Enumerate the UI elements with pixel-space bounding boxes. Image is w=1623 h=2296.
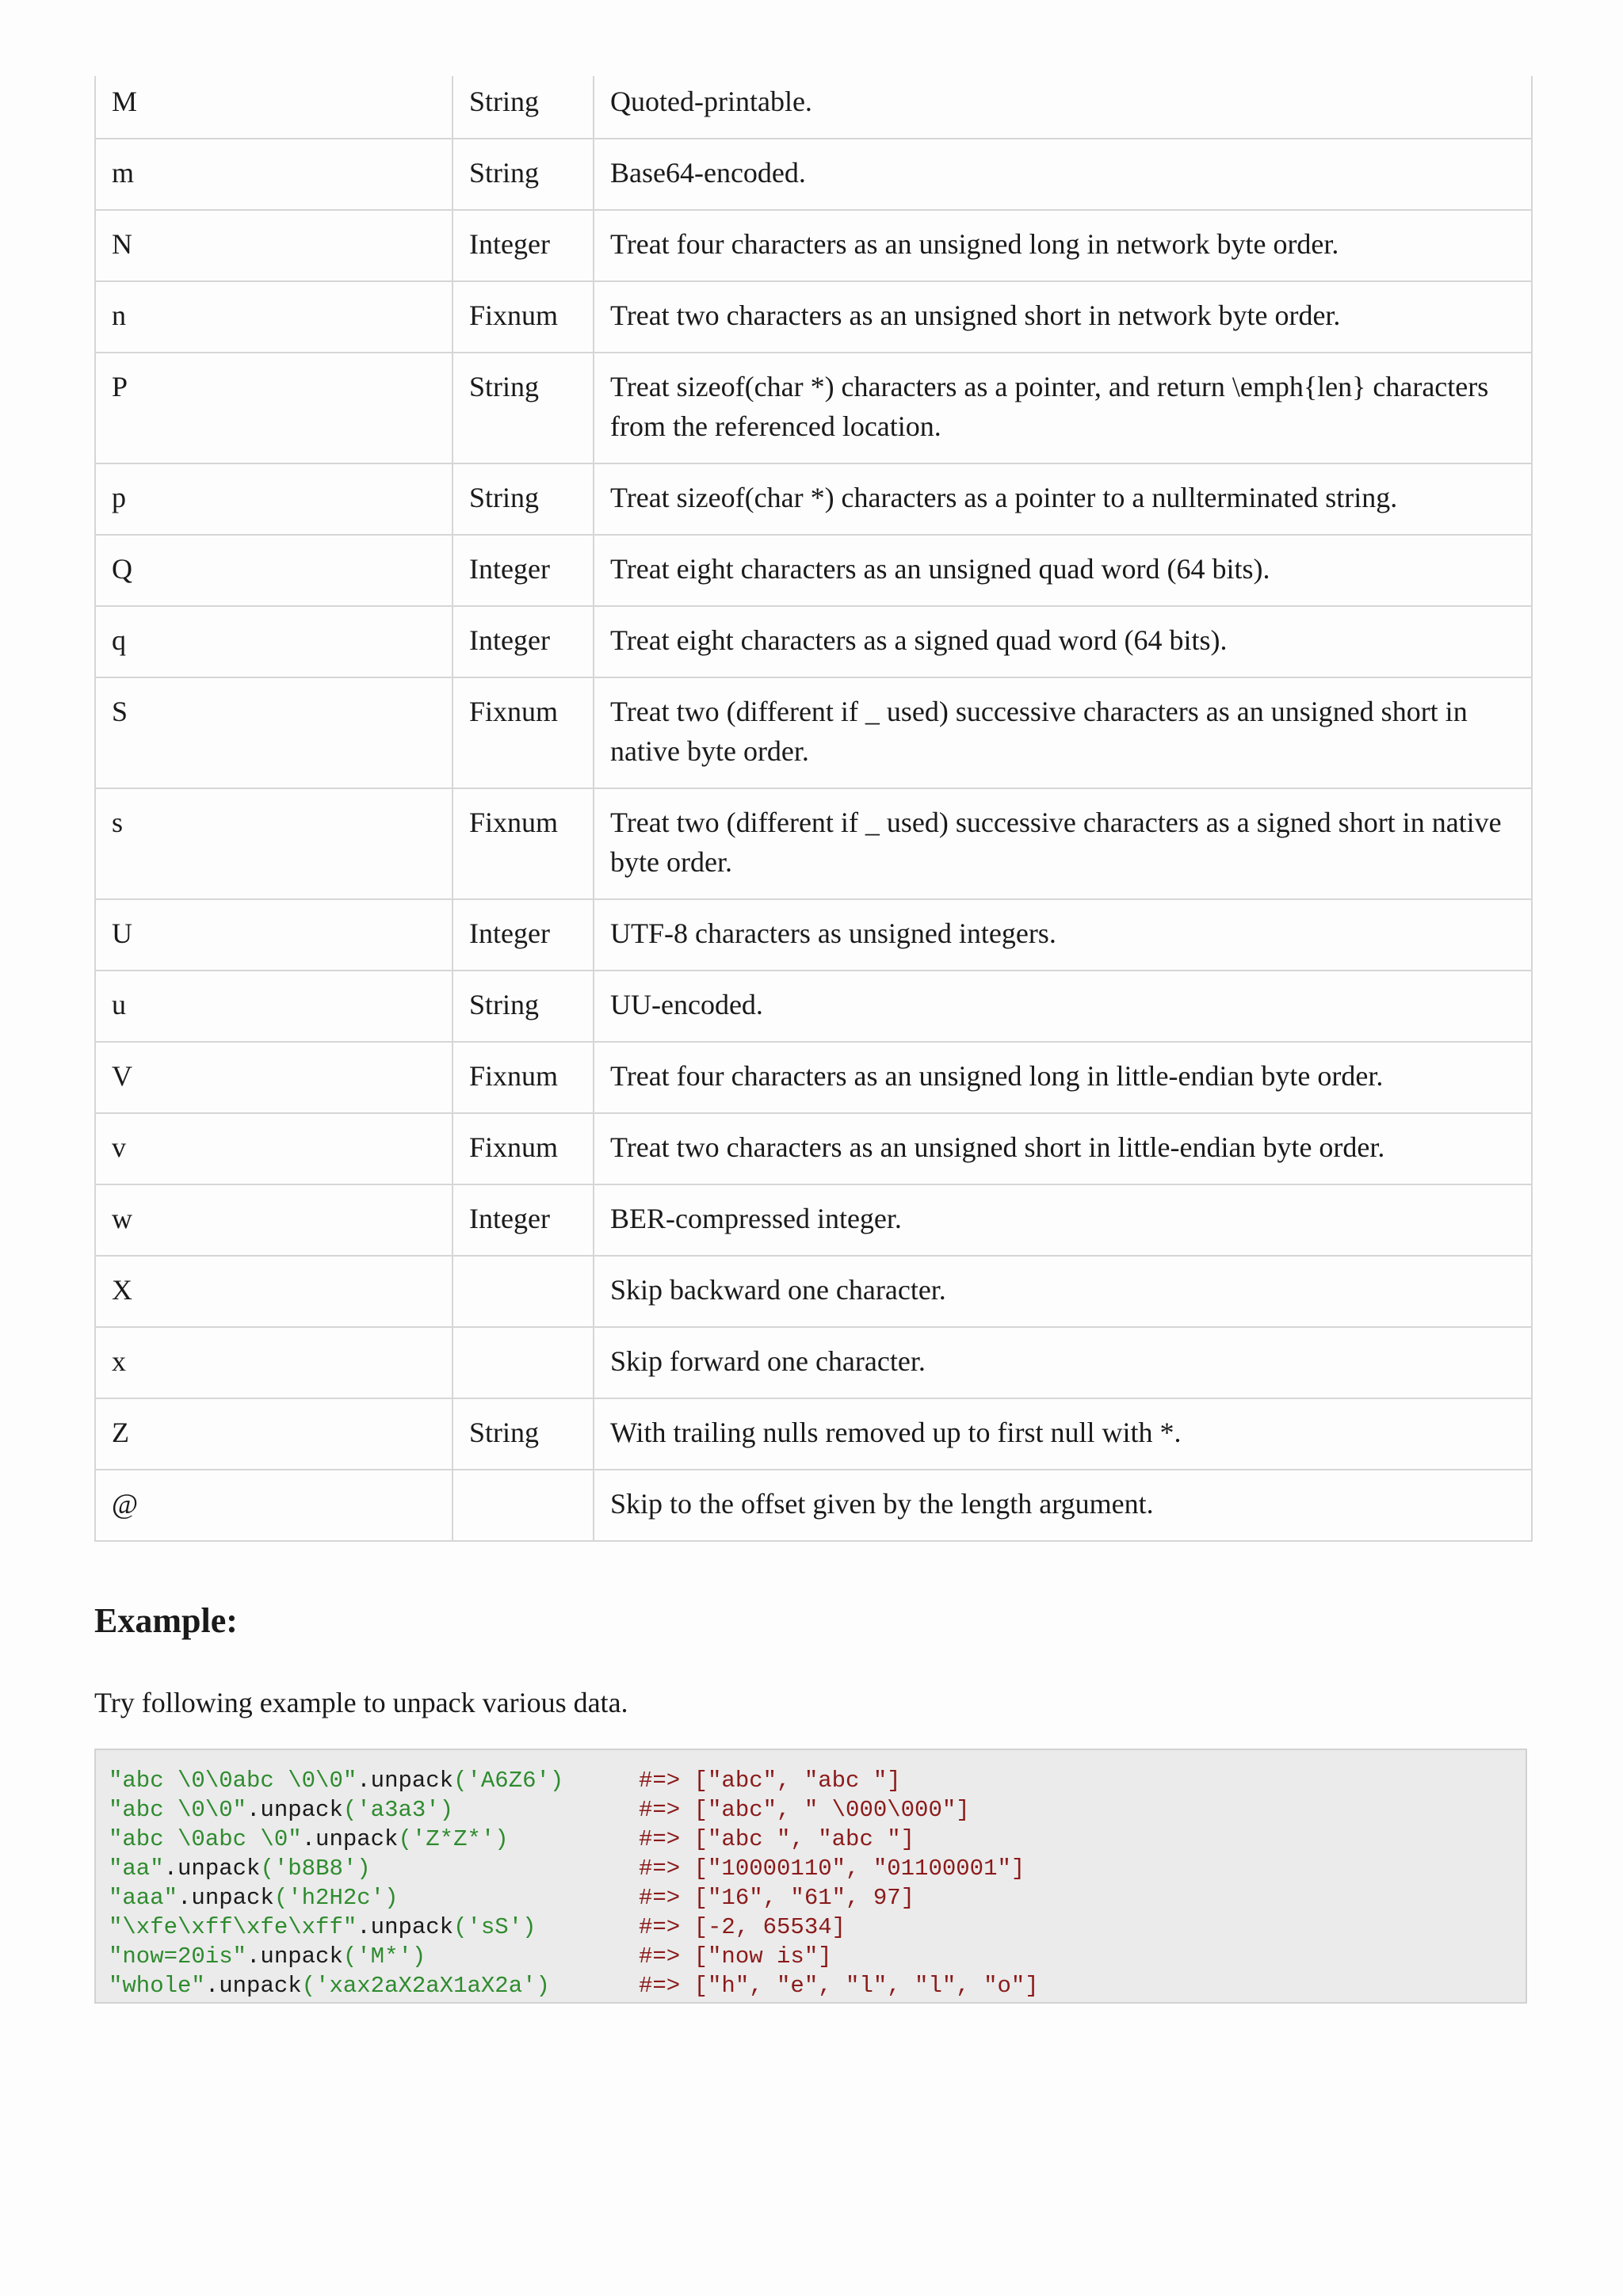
- code-receiver: "aa": [109, 1855, 164, 1882]
- directive-cell: S: [95, 677, 453, 788]
- code-args: ('a3a3'): [342, 1797, 454, 1823]
- returns-cell: Fixnum: [453, 281, 594, 353]
- table-row: [95, 281, 1532, 353]
- description-cell: Treat sizeof(char *) characters as a pointer, and return \emph{len} characters from the referenced location.: [594, 353, 1532, 463]
- code-line: [109, 1825, 1526, 1854]
- code-line: [109, 1942, 1526, 1971]
- code-args: ('M*'): [342, 1943, 426, 1970]
- returns-cell: Fixnum: [453, 788, 594, 899]
- description-cell: BER-compressed integer.: [594, 1184, 1532, 1256]
- table-row: [95, 1327, 1532, 1398]
- returns-cell: String: [453, 463, 594, 535]
- returns-cell: [453, 1256, 594, 1327]
- description-cell: Treat two (different if _ used) successive characters as a signed short in native byte order.: [594, 788, 1532, 899]
- code-method: .unpack: [163, 1855, 261, 1882]
- code-method: .unpack: [301, 1826, 399, 1852]
- returns-cell: String: [453, 76, 594, 139]
- table-row: [95, 76, 1532, 139]
- code-expression: [109, 1942, 426, 1971]
- code-line: [109, 1883, 1526, 1913]
- directive-cell: N: [95, 210, 453, 281]
- description-cell: Treat four characters as an unsigned long in network byte order.: [594, 210, 1532, 281]
- directive-cell: x: [95, 1327, 453, 1398]
- directive-cell: w: [95, 1184, 453, 1256]
- returns-cell: Integer: [453, 210, 594, 281]
- code-expression: [109, 1883, 398, 1913]
- table-row: [95, 899, 1532, 971]
- directives-table-body: [95, 76, 1532, 1541]
- directive-cell: P: [95, 353, 453, 463]
- directive-cell: s: [95, 788, 453, 899]
- code-line: [109, 1971, 1526, 2000]
- code-method: .unpack: [246, 1797, 343, 1823]
- code-line: [109, 1854, 1526, 1883]
- code-result: #=> ["abc", "abc "]: [639, 1768, 901, 1794]
- code-receiver: "abc \0abc \0": [109, 1826, 302, 1852]
- table-row: [95, 788, 1532, 899]
- directive-cell: u: [95, 971, 453, 1042]
- directive-cell: p: [95, 463, 453, 535]
- table-row: [95, 535, 1532, 606]
- code-result: #=> [-2, 65534]: [639, 1914, 846, 1940]
- code-receiver: "now=20is": [109, 1943, 247, 1970]
- code-example-block: [94, 1749, 1527, 2004]
- code-receiver: "\xfe\xff\xfe\xff": [109, 1914, 357, 1940]
- unpack-directives-table: [94, 76, 1533, 1542]
- code-receiver: "abc \0\0": [109, 1797, 247, 1823]
- code-receiver: "abc \0\0abc \0\0": [109, 1768, 357, 1794]
- code-method: .unpack: [178, 1885, 274, 1911]
- returns-cell: [453, 1470, 594, 1541]
- code-result: #=> ["h", "e", "l", "l", "o"]: [639, 1973, 1039, 1999]
- directive-cell: n: [95, 281, 453, 353]
- code-method: .unpack: [357, 1914, 454, 1940]
- table-row: [95, 1042, 1532, 1113]
- description-cell: UTF-8 characters as unsigned integers.: [594, 899, 1532, 971]
- directive-cell: m: [95, 139, 453, 210]
- directive-cell: U: [95, 899, 453, 971]
- code-expression: [109, 1913, 537, 1942]
- code-expression: [109, 1825, 509, 1854]
- code-result: #=> ["abc", " \000\000"]: [639, 1797, 970, 1823]
- directive-cell: V: [95, 1042, 453, 1113]
- table-row: [95, 1184, 1532, 1256]
- code-method: .unpack: [204, 1973, 302, 1999]
- directive-cell: v: [95, 1113, 453, 1184]
- code-expression: [109, 1971, 550, 2000]
- code-args: ('A6Z6'): [453, 1768, 564, 1794]
- description-cell: Treat two characters as an unsigned short in network byte order.: [594, 281, 1532, 353]
- description-cell: Treat sizeof(char *) characters as a pointer to a nullterminated string.: [594, 463, 1532, 535]
- description-cell: Quoted-printable.: [594, 76, 1532, 139]
- code-line: [109, 1766, 1526, 1795]
- directive-cell: q: [95, 606, 453, 677]
- description-cell: Treat eight characters as an unsigned quad word (64 bits).: [594, 535, 1532, 606]
- returns-cell: String: [453, 139, 594, 210]
- description-cell: Skip backward one character.: [594, 1256, 1532, 1327]
- code-args: ('Z*Z*'): [398, 1826, 509, 1852]
- table-row: [95, 606, 1532, 677]
- description-cell: Treat eight characters as a signed quad word (64 bits).: [594, 606, 1532, 677]
- table-row: [95, 139, 1532, 210]
- code-receiver: "aaa": [109, 1885, 178, 1911]
- code-result: #=> ["10000110", "01100001"]: [639, 1855, 1025, 1882]
- description-cell: Base64-encoded.: [594, 139, 1532, 210]
- code-args: ('sS'): [453, 1914, 537, 1940]
- table-row: [95, 677, 1532, 788]
- code-args: ('h2H2c'): [273, 1885, 399, 1911]
- code-result: #=> ["16", "61", 97]: [639, 1885, 915, 1911]
- code-args: ('b8B8'): [260, 1855, 371, 1882]
- returns-cell: String: [453, 1398, 594, 1470]
- directive-cell: Q: [95, 535, 453, 606]
- returns-cell: Integer: [453, 899, 594, 971]
- code-result: #=> ["abc ", "abc "]: [639, 1826, 915, 1852]
- table-row: [95, 210, 1532, 281]
- returns-cell: String: [453, 971, 594, 1042]
- code-result: #=> ["now is"]: [639, 1943, 832, 1970]
- table-row: [95, 971, 1532, 1042]
- returns-cell: Fixnum: [453, 677, 594, 788]
- description-cell: UU-encoded.: [594, 971, 1532, 1042]
- description-cell: Skip forward one character.: [594, 1327, 1532, 1398]
- returns-cell: String: [453, 353, 594, 463]
- code-method: .unpack: [246, 1943, 343, 1970]
- returns-cell: Integer: [453, 535, 594, 606]
- description-cell: Treat two characters as an unsigned short in little-endian byte order.: [594, 1113, 1532, 1184]
- table-row: [95, 1398, 1532, 1470]
- returns-cell: Integer: [453, 1184, 594, 1256]
- returns-cell: Fixnum: [453, 1042, 594, 1113]
- table-row: [95, 1113, 1532, 1184]
- code-receiver: "whole": [109, 1973, 205, 1999]
- example-intro-text: Try following example to unpack various data.: [94, 1687, 628, 1718]
- directive-cell: X: [95, 1256, 453, 1327]
- example-heading: Example:: [94, 1601, 238, 1640]
- code-expression: [109, 1854, 371, 1883]
- returns-cell: [453, 1327, 594, 1398]
- returns-cell: Integer: [453, 606, 594, 677]
- description-cell: With trailing nulls removed up to first null with *.: [594, 1398, 1532, 1470]
- code-expression: [109, 1795, 453, 1825]
- code-args: ('xax2aX2aX1aX2a'): [301, 1973, 550, 1999]
- description-cell: Skip to the offset given by the length argument.: [594, 1470, 1532, 1541]
- directive-cell: @: [95, 1470, 453, 1541]
- code-method: .unpack: [357, 1768, 454, 1794]
- directive-cell: Z: [95, 1398, 453, 1470]
- table-row: [95, 353, 1532, 463]
- table-row: [95, 463, 1532, 535]
- returns-cell: Fixnum: [453, 1113, 594, 1184]
- code-line: [109, 1795, 1526, 1825]
- description-cell: Treat four characters as an unsigned long in little-endian byte order.: [594, 1042, 1532, 1113]
- table-row: [95, 1470, 1532, 1541]
- code-line: [109, 1913, 1526, 1942]
- code-expression: [109, 1766, 563, 1795]
- table-row: [95, 1256, 1532, 1327]
- directive-cell: M: [95, 76, 453, 139]
- description-cell: Treat two (different if _ used) successive characters as an unsigned short in native byte order.: [594, 677, 1532, 788]
